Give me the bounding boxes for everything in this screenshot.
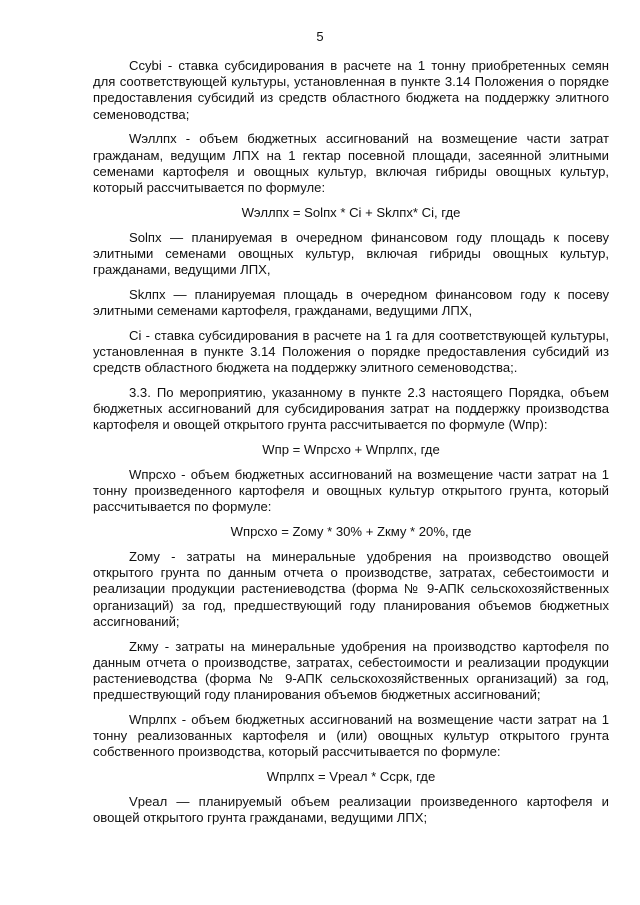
paragraph-ccybi-definition: Ccybi - ставка субсидирования в расчете на 1 тонну приобретенных семян для соответствующей культуры, установленная в пункте 3.14 Положения о порядке предоставления субсидий из средств областного бюджета на поддержку элитного семеноводства; [93,58,609,122]
paragraph-zkmu-definition: Zкму - затраты на минеральные удобрения на производство картофеля по данным отчета о производстве, затратах, себестоимости и реализации продукции растениеводства (форма № 9-АПК сельскохозяйственных организаций) за год, предшествующий году планирования объемов бюджетных ассигнований; [93,638,609,703]
paragraph-ci-definition: Ci - ставка субсидирования в расчете на 1 га для соответствующей культуры, установленная в пункте 3.14 Положения о порядке предоставления субсидий из средств областного бюджета на поддержку элитного семеноводства;. [93,327,609,376]
paragraph-zomu-definition: Zому - затраты на минеральные удобрения на производство овощей открытого грунта по данным отчета о производстве, затратах, себестоимости и реализации продукции растениеводства (форма № 9-АПК сельскохозяйственных организаций) за год, предшествующий году планирования объемов бюджетных ассигнований; [93,549,609,629]
formula-welpx: Wэллпх = Solпх * Ci + Skлпх* Ci, где [241,204,461,220]
paragraph-solpx-definition: Solпх — планируемая в очередном финансовом году площадь к посеву элитными семенами овощных культур, включая гибриды овощных культур, гражданами, ведущими ЛПХ, [93,229,609,278]
paragraph-sklpx-definition: Skлпх — планируемая площадь в очередном финансовом году к посеву элитными семенами картофеля, гражданами, ведущими ЛПХ, [93,286,609,319]
formula-wprsxo: Wпрсхо = Zому * 30% + Zкму * 20%, где [230,524,472,540]
paragraph-wprsxo-definition: Wпрсхо - объем бюджетных ассигнований на возмещение части затрат на 1 тонну произведенного картофеля и овощных культур открытого грунта, который рассчитывается по формуле: [93,467,609,515]
paragraph-vreal-definition: Vреал — планируемый объем реализации произведенного картофеля и овощей открытого грунта гражданами, ведущими ЛПХ; [93,794,609,826]
formula-wprlpx: Wпрлпх = Vреал * Ccрк, где [266,769,436,785]
paragraph-wprlpx-definition: Wпрлпх - объем бюджетных ассигнований на возмещение части затрат на 1 тонну реализованных картофеля и (или) овощных культур открытого грунта собственного производства, который рассчитывается по формуле: [93,712,609,760]
paragraph-section-3-3: 3.3. По мероприятию, указанному в пункте 2.3 настоящего Порядка, объем бюджетных ассигнований для субсидирования затрат на поддержку производства картофеля и овощей открытого грунта рассчитывается по формуле (Wпр): [93,385,609,433]
paragraph-welpx-definition: Wэллпх - объем бюджетных ассигнований на возмещение части затрат гражданам, ведущим ЛПХ на 1 гектар посевной площади, засеянной элитными семенами картофеля и овощных культур, включая гибриды овощных культур, который рассчитывается по формуле: [93,131,609,196]
page-number: 5 [316,29,324,44]
formula-wpr: Wпр = Wпрсхо + Wпрлпх, где [262,442,440,458]
document-body [93,58,609,835]
